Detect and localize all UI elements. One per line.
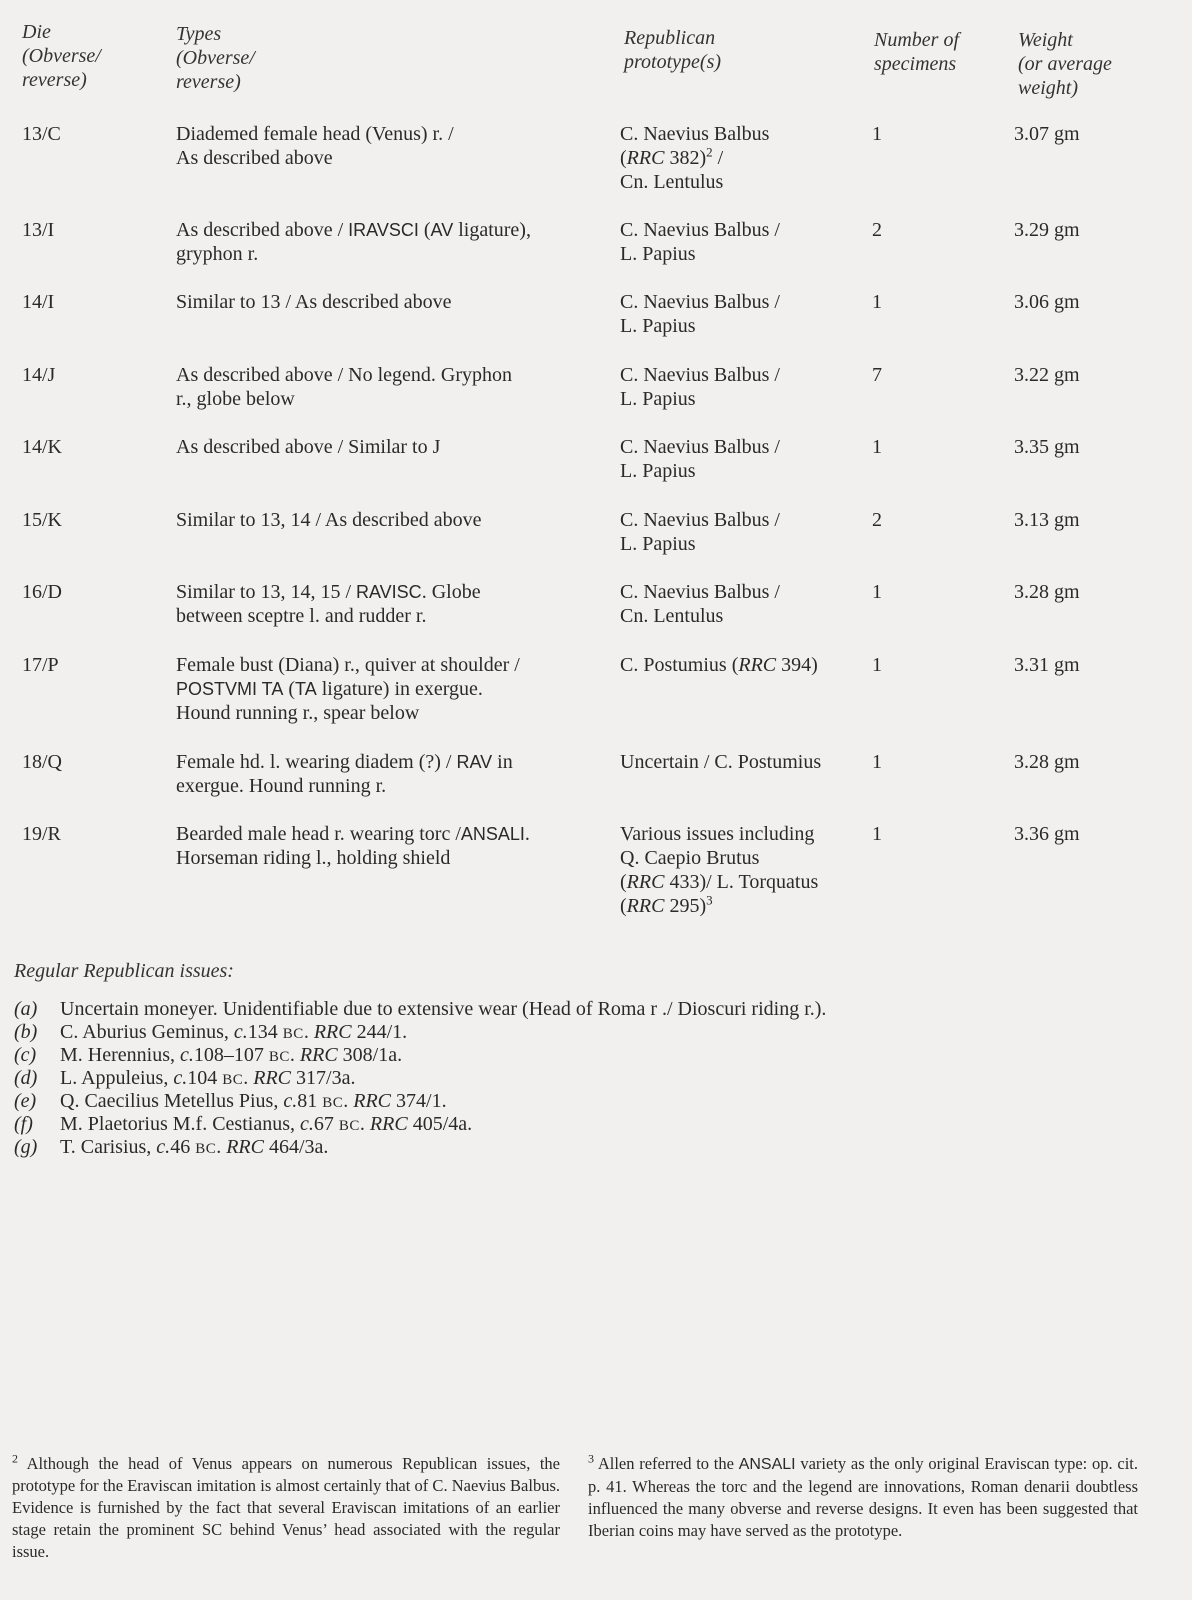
die-cell: 19/R: [22, 823, 61, 845]
types-cell: [176, 653, 596, 725]
specimen-count: 2: [872, 509, 882, 531]
die-cell: 16/D: [22, 581, 62, 603]
coin-legend: RAV: [456, 752, 493, 772]
prototype-line: C. Naevius Balbus /: [620, 509, 780, 531]
prototype-cell: [620, 750, 860, 774]
specimen-count: 1: [872, 823, 882, 845]
specimen-count: 7: [872, 364, 882, 386]
prototype-line: (RRC 382)$^2$ /: [620, 144, 724, 169]
types-line: Similar to 13, 14 / As described above: [176, 509, 482, 531]
types-cell: [176, 822, 596, 870]
header-specimens-line: specimens: [874, 53, 957, 75]
header-die-line: Die: [22, 21, 51, 43]
ligature: AV: [430, 220, 454, 240]
die-cell: 17/P: [22, 654, 59, 676]
footnote-mark: 3: [588, 1451, 594, 1466]
types-line: Horseman riding l., holding shield: [176, 847, 451, 869]
specimen-count: 1: [872, 291, 882, 313]
footnote-text: variety as the only original Eraviscan type: op. cit. p. 41. Whereas the torc and the legend are innovations, Roman denarii doubtless influenced the many obverse and reverse designs. It even has been suggested that Iberian coins may have served as the prototype.: [588, 1454, 1138, 1540]
prototype-cell: [620, 218, 860, 266]
item-text: M. Herennius, c.108–107 BC. RRC 308/1a.: [60, 1044, 403, 1066]
weight-value: 3.28 gm: [1014, 581, 1080, 603]
prototype-cell: [620, 122, 860, 194]
prototype-text: (: [620, 895, 627, 917]
specimen-count: 1: [872, 654, 882, 676]
types-line: Similar to 13 / As described above: [176, 291, 452, 313]
types-line: r., globe below: [176, 388, 295, 410]
item-text: C. Aburius Geminus, c.134 BC. RRC 244/1.: [60, 1021, 408, 1043]
weight-value: 3.22 gm: [1014, 364, 1080, 386]
item-label: (a): [14, 998, 38, 1020]
types-line: exergue. Hound running r.: [176, 775, 387, 797]
footnote-ref[interactable]: 2: [706, 144, 713, 160]
weight-value: 3.13 gm: [1014, 509, 1080, 531]
header-prototype: [624, 26, 721, 74]
die-cell: 14/K: [22, 436, 62, 458]
prototype-line: L. Papius: [620, 533, 696, 555]
types-cell: [176, 580, 596, 628]
prototype-cell: [620, 653, 860, 677]
item-text: Q. Caecilius Metellus Pius, c.81 BC. RRC 374/1.: [60, 1090, 447, 1112]
specimen-count: 1: [872, 581, 882, 603]
footnote-mark: 2: [12, 1451, 18, 1466]
weight-value: 3.28 gm: [1014, 751, 1080, 773]
types-text: Female hd. l. wearing diadem (?) /: [176, 751, 457, 773]
prototype-tail: /: [712, 147, 724, 169]
types-text: ligature) in exergue.: [316, 678, 483, 700]
prototype-line: Cn. Lentulus: [620, 605, 724, 627]
die-cell: 13/C: [22, 123, 61, 145]
types-line: [176, 750, 596, 774]
types-cell: [176, 435, 596, 459]
prototype-text: C. Postumius (: [620, 654, 739, 676]
specimen-count: 1: [872, 123, 882, 145]
types-line: As described above: [176, 147, 333, 169]
header-weight-line: (or average: [1018, 53, 1112, 75]
header-die: [22, 20, 101, 92]
types-line: Female bust (Diana) r., quiver at shoulder /: [176, 654, 520, 676]
prototype-line: L. Papius: [620, 460, 696, 482]
prototype-cell: [620, 435, 860, 483]
types-text: Similar to 13, 14, 15 /: [176, 581, 356, 603]
prototype-line: [620, 653, 860, 677]
types-text: (: [418, 219, 431, 241]
die-cell: 18/Q: [22, 751, 62, 773]
types-cell: [176, 218, 596, 266]
rrc-abbrev: RRC: [738, 654, 777, 676]
specimen-count: 1: [872, 436, 882, 458]
specimen-count: 1: [872, 751, 882, 773]
item-text: M. Plaetorius M.f. Cestianus, c.67 BC. RRC 405/4a.: [60, 1113, 473, 1135]
types-text: Bearded male head r. wearing torc /: [176, 823, 461, 845]
types-line: Diademed female head (Venus) r. /: [176, 123, 454, 145]
weight-value: 3.07 gm: [1014, 123, 1080, 145]
regular-issues-title: Regular Republican issues:: [14, 960, 234, 982]
ligature: TA: [295, 679, 317, 699]
prototype-line: Q. Caepio Brutus: [620, 847, 760, 869]
prototype-cell: [620, 363, 860, 411]
footnote-text: Allen referred to the: [594, 1454, 739, 1473]
types-line: [176, 218, 596, 242]
prototype-line: C. Naevius Balbus /: [620, 581, 780, 603]
header-types: [176, 22, 255, 94]
prototype-line: C. Naevius Balbus /: [620, 364, 780, 386]
item-label: (b): [14, 1021, 38, 1043]
types-line: [176, 822, 596, 846]
prototype-line: [620, 894, 860, 918]
prototype-text: 295): [664, 895, 707, 917]
die-cell: 15/K: [22, 509, 62, 531]
types-line: As described above / Similar to J: [176, 436, 441, 458]
weight-value: 3.31 gm: [1014, 654, 1080, 676]
prototype-cell: [620, 290, 860, 338]
rrc-abbrev: RRC: [626, 147, 665, 169]
prototype-line: [620, 870, 860, 894]
prototype-line: Cn. Lentulus: [620, 171, 724, 193]
types-line: [176, 580, 596, 604]
coin-legend: ANSALI: [738, 1456, 796, 1473]
specimen-count: 2: [872, 219, 882, 241]
item-text: T. Carisius, c.46 BC. RRC 464/3a.: [60, 1136, 329, 1158]
header-weight: [1018, 28, 1112, 100]
prototype-line: C. Naevius Balbus /: [620, 291, 780, 313]
footnote-ref[interactable]: 3: [706, 892, 713, 908]
header-specimens-line: Number of: [874, 29, 959, 51]
prototype-cell: [620, 822, 860, 918]
types-text: in: [492, 751, 513, 773]
prototype-line: Uncertain / C. Postumius: [620, 751, 822, 773]
weight-value: 3.29 gm: [1014, 219, 1080, 241]
coin-legend: IRAVSCI: [348, 220, 419, 240]
item-label: (d): [14, 1067, 38, 1089]
types-text: .: [524, 823, 530, 845]
types-text: . Globe: [421, 581, 481, 603]
coin-legend: POSTVMI TA: [176, 679, 284, 699]
rrc-number: 382): [664, 147, 707, 169]
item-label: (c): [14, 1044, 37, 1066]
types-text: As described above /: [176, 219, 349, 241]
types-cell: [176, 750, 596, 798]
rrc-abbrev: RRC: [626, 895, 665, 917]
coin-legend: ANSALI: [460, 824, 525, 844]
item-label: (f): [14, 1113, 33, 1135]
header-weight-line: weight): [1018, 77, 1078, 99]
types-cell: [176, 363, 596, 411]
prototype-line: L. Papius: [620, 388, 696, 410]
item-label: (e): [14, 1090, 37, 1112]
prototype-cell: [620, 508, 860, 556]
prototype-text: 394): [776, 654, 818, 676]
header-prototype-line: Republican: [624, 27, 716, 49]
types-line: between sceptre l. and rudder r.: [176, 605, 427, 627]
prototype-line: C. Naevius Balbus: [620, 123, 770, 145]
weight-value: 3.35 gm: [1014, 436, 1080, 458]
header-die-line: (Obverse/: [22, 45, 101, 67]
footnote-2: [12, 1453, 560, 1563]
item-text: L. Appuleius, c.104 BC. RRC 317/3a.: [60, 1067, 356, 1089]
header-die-line: reverse): [22, 69, 87, 91]
header-types-line: (Obverse/: [176, 47, 255, 69]
prototype-cell: [620, 580, 860, 628]
prototype-line: C. Naevius Balbus /: [620, 219, 780, 241]
rrc-abbrev: RRC: [626, 871, 665, 893]
prototype-text: 433)/ L. Torquatus: [664, 871, 819, 893]
types-cell: [176, 508, 596, 532]
prototype-line: L. Papius: [620, 315, 696, 337]
types-line: Hound running r., spear below: [176, 702, 420, 724]
types-text: ligature),: [453, 219, 531, 241]
footnote-text: Although the head of Venus appears on numerous Republican issues, the prototype for the Eraviscan imitation is almost certainly that of C. Naevius Balbus. Evidence is furnished by the fact that several Eraviscan imitations of an earlier stage retain the prominent SC behind Venus’ head associated with the regular issue.: [12, 1454, 560, 1561]
weight-value: 3.06 gm: [1014, 291, 1080, 313]
header-types-line: Types: [176, 23, 222, 45]
prototype-line: Various issues including: [620, 823, 815, 845]
item-label: (g): [14, 1136, 38, 1158]
types-text: (: [283, 678, 296, 700]
footnote-3: [588, 1453, 1138, 1542]
die-cell: 14/I: [22, 291, 55, 313]
die-cell: 14/J: [22, 364, 56, 386]
header-types-line: reverse): [176, 71, 241, 93]
types-cell: [176, 290, 596, 314]
prototype-line: C. Naevius Balbus /: [620, 436, 780, 458]
types-line: [176, 677, 596, 701]
header-specimens: [874, 28, 959, 76]
item-text: Uncertain moneyer. Unidentifiable due to extensive wear (Head of Roma r ./ Dioscuri riding r.).: [60, 998, 827, 1020]
types-line: gryphon r.: [176, 243, 259, 265]
types-cell: [176, 122, 596, 170]
weight-value: 3.36 gm: [1014, 823, 1080, 845]
die-cell: 13/I: [22, 219, 55, 241]
types-line: As described above / No legend. Gryphon: [176, 364, 513, 386]
header-prototype-line: prototype(s): [624, 51, 722, 73]
coin-legend: RAVISC: [356, 582, 422, 602]
header-weight-line: Weight: [1018, 29, 1073, 51]
prototype-line: L. Papius: [620, 243, 696, 265]
prototype-text: (: [620, 871, 627, 893]
